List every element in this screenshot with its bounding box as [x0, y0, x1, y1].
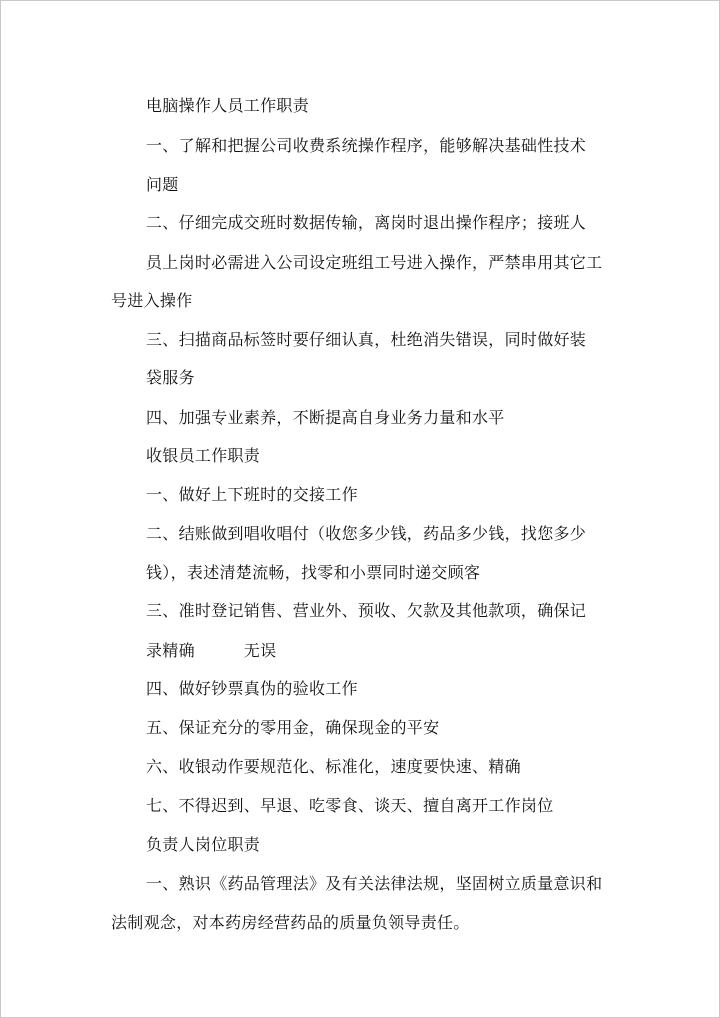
paragraph-line: 三、扫描商品标签时要仔细认真，杜绝消失错误，同时做好装	[146, 330, 587, 349]
paragraph-line: 袋服务	[146, 368, 195, 387]
paragraph-line: 录精确 无误	[146, 641, 277, 660]
paragraph-line: 七、不得迟到、早退、吃零食、谈天、擅自离开工作岗位	[146, 796, 554, 815]
paragraph-line: 一、做好上下班时的交接工作	[146, 485, 358, 504]
paragraph-line: 二、仔细完成交班时数据传输，离岗时退出操作程序；接班人	[146, 213, 587, 232]
paragraph-line: 问题	[146, 175, 179, 194]
section-heading-cashier: 收银员工作职责	[146, 446, 261, 465]
paragraph-line: 一、了解和把握公司收费系统操作程序，能够解决基础性技术	[146, 136, 587, 155]
paragraph-line: 一、熟识《药品管理法》及有关法律法规，坚固树立质量意识和	[146, 874, 603, 893]
section-heading-manager: 负责人岗位职责	[146, 835, 261, 854]
paragraph-line: 三、准时登记销售、营业外、预收、欠款及其他款项，确保记	[146, 601, 587, 620]
paragraph-line: 号进入操作	[111, 291, 193, 310]
paragraph-line: 六、收银动作要规范化、标准化，速度要快速、精确	[146, 757, 521, 776]
section-heading-computer-operator: 电脑操作人员工作职责	[146, 96, 310, 115]
paragraph-line: 钱），表述清楚流畅，找零和小票同时递交顾客	[146, 563, 481, 582]
paragraph-line: 四、做好钞票真伪的验收工作	[146, 679, 358, 698]
paragraph-line: 法制观念，对本药房经营药品的质量负领导责任。	[111, 913, 470, 932]
paragraph-line: 四、加强专业素养，不断提高自身业务力量和水平	[146, 408, 505, 427]
paragraph-line: 二、结账做到唱收唱付（收您多少钱，药品多少钱，找您多少	[146, 524, 587, 543]
paragraph-line: 员上岗时必需进入公司设定班组工号进入操作，严禁串用其它工	[146, 253, 603, 272]
paragraph-line: 五、保证充分的零用金，确保现金的平安	[146, 718, 440, 737]
